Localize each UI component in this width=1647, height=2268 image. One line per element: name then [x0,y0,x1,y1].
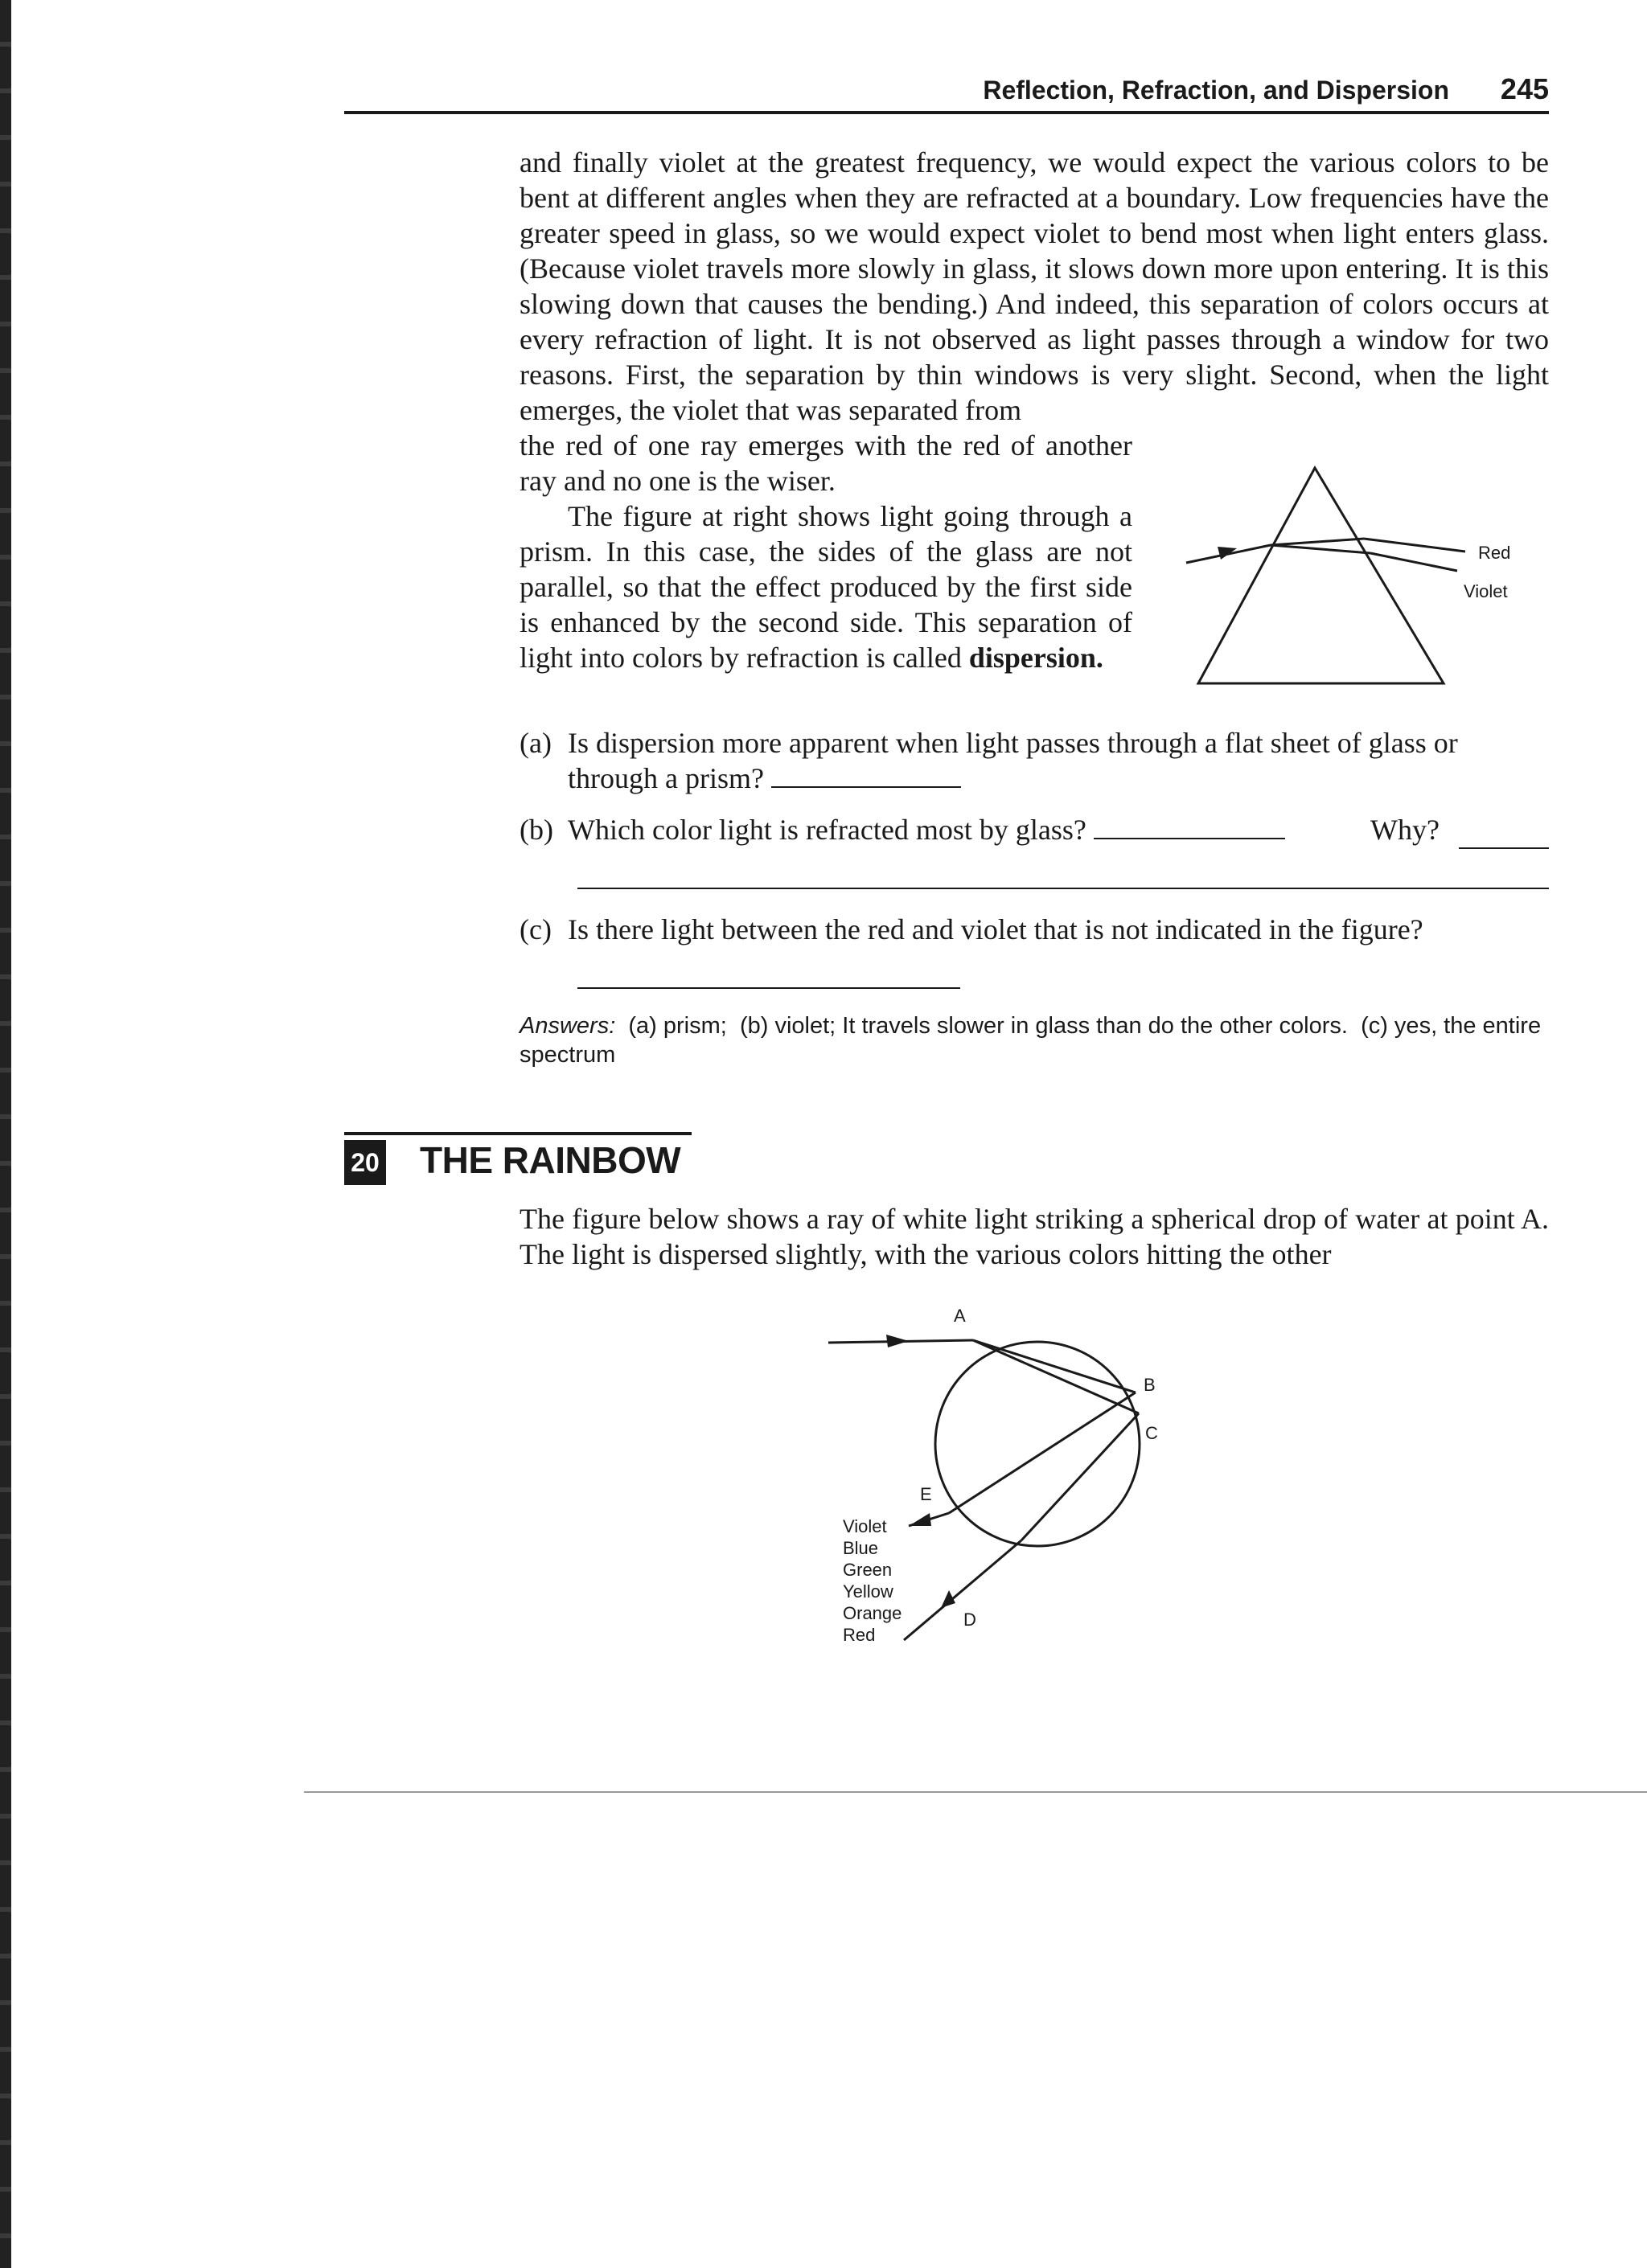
ray-in-prism-red [1271,539,1364,545]
ray-a-to-b [973,1340,1136,1392]
section-number: 20 [344,1140,386,1185]
question-c-text: Is there light between the red and violet that is not indicated in the figure? [568,913,1423,945]
ray-in-prism-violet [1271,545,1370,553]
rainbow-figure [820,1302,1222,1656]
label-point-a: A [954,1306,966,1326]
prism-figure [1174,458,1528,691]
paragraph-prism [520,498,1132,675]
answer-a: (a) prism; [628,1013,727,1039]
answers-block [520,1011,1549,1069]
color-label-orange: Orange [843,1603,902,1623]
answer-blank-why[interactable] [1459,823,1549,849]
color-label-blue: Blue [843,1538,879,1558]
paragraph-dispersion-intro-end: the red of one ray emerges with the red of another ray and no one is the wiser. [520,429,1132,497]
emergent-ray-violet [1370,553,1457,571]
scan-binding-edge [0,0,11,2268]
page-bottom-rule [304,1791,1647,1793]
prism-triangle [1198,468,1444,683]
label-red: Red [1478,543,1511,563]
question-b-why: Why? [1370,814,1440,846]
question-c-label: (c) [520,913,552,945]
color-label-violet: Violet [843,1516,887,1536]
section-title: THE RAINBOW [420,1139,681,1181]
question-a-label: (a) [520,727,552,759]
label-point-b: B [1144,1375,1156,1395]
answer-blank-a[interactable] [771,762,961,788]
answer-blank-why-line2[interactable] [577,863,1549,889]
question-a-text: Is dispersion more apparent when light passes through a flat sheet of glass or through a prism? [568,727,1458,794]
answer-blank-b[interactable] [1094,814,1285,839]
term-dispersion: dispersion. [968,642,1103,674]
ray-d-exit [904,1540,1021,1640]
prism-paragraph-text: The figure at right shows light going through a prism. In this case, the sides of the glass are not parallel, so that the effect produced by the first side is enhanced by the second side. This separation of light into colors by refraction is called [520,500,1132,674]
emergent-ray-red [1364,539,1465,552]
label-point-e: E [920,1484,932,1504]
ray-c-to-d-inside [1021,1413,1139,1540]
answer-b: (b) violet; It travels slower in glass than do the other colors. [739,1013,1348,1039]
paragraph-dispersion-intro: and finally violet at the greatest frequency, we would expect the various colors to be bent at different angles when they are refracted at a boundary. Low frequencies have the greater speed in glass, so we would expect violet to bend most when light enters glass. (Because violet travels more slowly in glass, it slows down more upon entering. It is this slowing down that causes the bending.) And indeed, this separation of colors occurs at every refraction of light. It is not observed as light passes through a window for two reasons. First, the separation by thin windows is very slight. Second, when the light emerges, the violet that was separated from [520,146,1549,426]
color-label-yellow: Yellow [843,1581,893,1602]
running-head [344,71,1549,114]
exit-arrowhead-d [941,1590,955,1608]
color-label-red: Red [843,1625,876,1645]
label-point-c: C [1145,1423,1158,1443]
section-rule [344,1132,692,1135]
label-violet: Violet [1464,581,1508,601]
incoming-arrowhead [886,1335,909,1347]
color-label-green: Green [843,1560,893,1580]
label-point-d: D [963,1610,976,1630]
answer-c: (c) yes, the entire spectrum [520,1013,1542,1068]
page-number: 245 [1500,72,1549,105]
question-b-label: (b) [520,814,553,846]
answer-blank-c[interactable] [577,963,960,989]
paragraph-rainbow-intro: The figure below shows a ray of white light striking a spherical drop of water at point A. The light is dispersed slightly, with the various colors hitting the other [520,1203,1549,1270]
chapter-title: Reflection, Refraction, and Dispersion [983,76,1449,105]
answers-label: Answers: [520,1013,616,1039]
ray-b-to-e [949,1392,1136,1513]
exit-arrowhead-e [909,1513,931,1526]
question-b-text: Which color light is refracted most by glass? [568,814,1086,846]
